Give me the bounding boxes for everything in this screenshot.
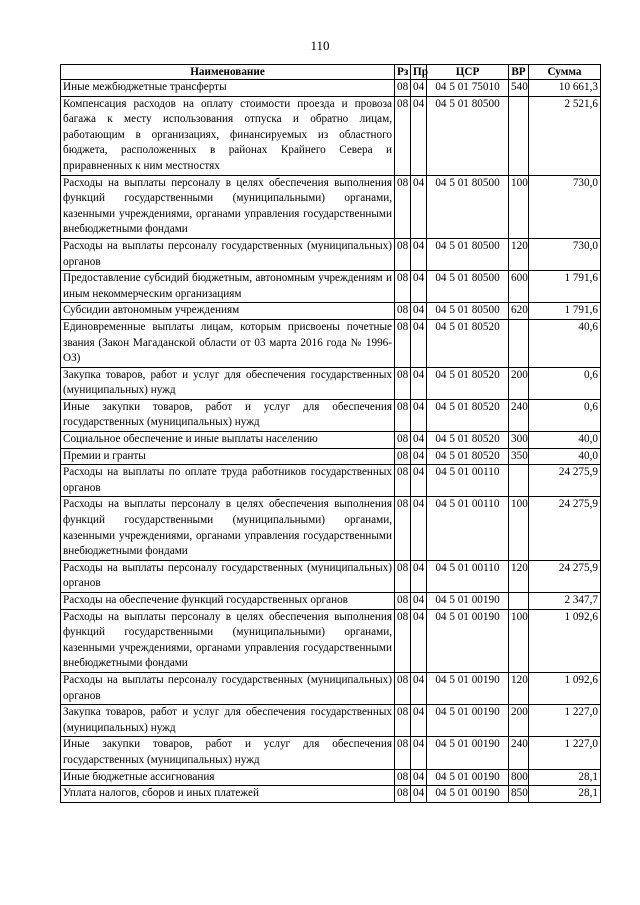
header-pr: Пр [411, 65, 427, 80]
cell-csr: 04 5 01 00110 [427, 497, 509, 560]
cell-csr: 04 5 01 00190 [427, 609, 509, 672]
cell-pr: 04 [411, 448, 427, 465]
cell-rz: 08 [395, 737, 411, 769]
table-row [61, 786, 601, 803]
cell-pr: 04 [411, 80, 427, 97]
cell-vr: 240 [509, 399, 529, 431]
cell-sum: 1 092,6 [529, 609, 601, 672]
cell-sum: 730,0 [529, 175, 601, 238]
header-vr: ВР [509, 65, 529, 80]
cell-pr: 04 [411, 238, 427, 270]
cell-pr: 04 [411, 465, 427, 497]
cell-name: Иные закупки товаров, работ и услуг для обеспечения государственных (муниципальных) нужд [61, 737, 395, 769]
table-row [61, 593, 601, 610]
cell-vr: 620 [509, 303, 529, 320]
cell-name: Расходы на выплаты персоналу государственных (муниципальных) органов [61, 560, 395, 592]
table-row [61, 705, 601, 737]
cell-sum: 28,1 [529, 786, 601, 803]
table-row [61, 560, 601, 592]
cell-csr: 04 5 01 80520 [427, 319, 509, 367]
cell-sum: 2 347,7 [529, 593, 601, 610]
cell-sum: 28,1 [529, 769, 601, 786]
cell-name: Иные межбюджетные трансферты [61, 80, 395, 97]
cell-rz: 08 [395, 271, 411, 303]
cell-sum: 40,6 [529, 319, 601, 367]
table-row [61, 769, 601, 786]
cell-name: Расходы на выплаты персоналу в целях обеспечения выполнения функций государственными (муниципальными) органами, казенными учреждениями, органами управления государственными внебюджетными фондами [61, 497, 395, 560]
cell-csr: 04 5 01 80500 [427, 303, 509, 320]
cell-rz: 08 [395, 96, 411, 175]
cell-rz: 08 [395, 238, 411, 270]
table-row [61, 497, 601, 560]
cell-name: Субсидии автономным учреждениям [61, 303, 395, 320]
cell-vr: 100 [509, 609, 529, 672]
header-rz: Рз [395, 65, 411, 80]
cell-vr: 540 [509, 80, 529, 97]
cell-sum: 2 521,6 [529, 96, 601, 175]
header-row [61, 65, 601, 80]
page-number: 110 [310, 38, 330, 53]
cell-pr: 04 [411, 497, 427, 560]
cell-csr: 04 5 01 00110 [427, 560, 509, 592]
cell-rz: 08 [395, 560, 411, 592]
header-name: Наименование [61, 65, 395, 80]
header-csr: ЦСР [427, 65, 509, 80]
cell-csr: 04 5 01 00110 [427, 465, 509, 497]
cell-vr: 120 [509, 672, 529, 704]
cell-rz: 08 [395, 769, 411, 786]
cell-rz: 08 [395, 303, 411, 320]
cell-name: Расходы на выплаты персоналу в целях обеспечения выполнения функций государственными (муниципальными) органами, казенными учреждениями, органами управления государственными внебюджетными фондами [61, 609, 395, 672]
cell-rz: 08 [395, 497, 411, 560]
table-row [61, 303, 601, 320]
cell-vr: 350 [509, 448, 529, 465]
cell-name: Единовременные выплаты лицам, которым присвоены почетные звания (Закон Магаданской области от 03 марта 2016 года № 1996-ОЗ) [61, 319, 395, 367]
cell-vr: 300 [509, 432, 529, 449]
cell-vr [509, 96, 529, 175]
table-row [61, 737, 601, 769]
cell-vr: 850 [509, 786, 529, 803]
cell-csr: 04 5 01 75010 [427, 80, 509, 97]
cell-vr: 200 [509, 705, 529, 737]
cell-pr: 04 [411, 399, 427, 431]
cell-name: Закупка товаров, работ и услуг для обеспечения государственных (муниципальных) нужд [61, 367, 395, 399]
cell-rz: 08 [395, 80, 411, 97]
table-header [61, 65, 601, 80]
table-row [61, 96, 601, 175]
cell-name: Расходы на выплаты персоналу государственных (муниципальных) органов [61, 672, 395, 704]
cell-vr: 100 [509, 497, 529, 560]
cell-csr: 04 5 01 00190 [427, 705, 509, 737]
table-row [61, 609, 601, 672]
cell-csr: 04 5 01 80500 [427, 175, 509, 238]
cell-rz: 08 [395, 319, 411, 367]
cell-name: Социальное обеспечение и иные выплаты населению [61, 432, 395, 449]
cell-name: Расходы на выплаты персоналу в целях обеспечения выполнения функций государственными (муниципальными) органами, казенными учреждениями, органами управления государственными внебюджетными фондами [61, 175, 395, 238]
cell-csr: 04 5 01 80520 [427, 399, 509, 431]
cell-rz: 08 [395, 593, 411, 610]
table-row [61, 448, 601, 465]
cell-name: Компенсация расходов на оплату стоимости проезда и провоза багажа к месту использования отпуска и обратно лицам, работающим в организациях, финансируемых из областного бюджета, расположенных в районах Крайнего Севера и приравненных к ним местностях [61, 96, 395, 175]
cell-csr: 04 5 01 00190 [427, 737, 509, 769]
cell-pr: 04 [411, 271, 427, 303]
cell-sum: 0,6 [529, 399, 601, 431]
cell-sum: 10 661,3 [529, 80, 601, 97]
cell-sum: 1 227,0 [529, 737, 601, 769]
cell-pr: 04 [411, 593, 427, 610]
cell-vr [509, 593, 529, 610]
cell-name: Закупка товаров, работ и услуг для обеспечения государственных (муниципальных) нужд [61, 705, 395, 737]
cell-pr: 04 [411, 560, 427, 592]
cell-pr: 04 [411, 96, 427, 175]
table-row [61, 367, 601, 399]
cell-pr: 04 [411, 737, 427, 769]
table-row [61, 399, 601, 431]
cell-csr: 04 5 01 80520 [427, 448, 509, 465]
cell-sum: 730,0 [529, 238, 601, 270]
cell-rz: 08 [395, 399, 411, 431]
cell-name: Расходы на выплаты персоналу государственных (муниципальных) органов [61, 238, 395, 270]
cell-csr: 04 5 01 00190 [427, 593, 509, 610]
cell-rz: 08 [395, 705, 411, 737]
cell-vr: 200 [509, 367, 529, 399]
cell-sum: 24 275,9 [529, 465, 601, 497]
table-row [61, 175, 601, 238]
cell-name: Иные бюджетные ассигнования [61, 769, 395, 786]
cell-pr: 04 [411, 672, 427, 704]
cell-csr: 04 5 01 80500 [427, 238, 509, 270]
cell-csr: 04 5 01 80520 [427, 432, 509, 449]
budget-table [60, 64, 601, 803]
table-row [61, 319, 601, 367]
cell-rz: 08 [395, 175, 411, 238]
table-row [61, 238, 601, 270]
cell-rz: 08 [395, 448, 411, 465]
cell-pr: 04 [411, 705, 427, 737]
table-row [61, 271, 601, 303]
cell-vr [509, 465, 529, 497]
cell-sum: 40,0 [529, 448, 601, 465]
cell-vr: 100 [509, 175, 529, 238]
cell-name: Предоставление субсидий бюджетным, автономным учреждениям и иным некоммерческим организациям [61, 271, 395, 303]
cell-vr: 120 [509, 560, 529, 592]
cell-sum: 1 791,6 [529, 271, 601, 303]
cell-pr: 04 [411, 609, 427, 672]
cell-rz: 08 [395, 609, 411, 672]
cell-name: Премии и гранты [61, 448, 395, 465]
table-row [61, 465, 601, 497]
cell-sum: 1 092,6 [529, 672, 601, 704]
cell-sum: 1 791,6 [529, 303, 601, 320]
cell-vr: 120 [509, 238, 529, 270]
cell-sum: 0,6 [529, 367, 601, 399]
cell-csr: 04 5 01 00190 [427, 672, 509, 704]
cell-csr: 04 5 01 00190 [427, 769, 509, 786]
cell-rz: 08 [395, 367, 411, 399]
cell-pr: 04 [411, 432, 427, 449]
table-row [61, 672, 601, 704]
cell-csr: 04 5 01 00190 [427, 786, 509, 803]
cell-pr: 04 [411, 319, 427, 367]
cell-pr: 04 [411, 786, 427, 803]
cell-rz: 08 [395, 672, 411, 704]
cell-vr: 600 [509, 271, 529, 303]
cell-csr: 04 5 01 80500 [427, 96, 509, 175]
cell-vr: 240 [509, 737, 529, 769]
cell-pr: 04 [411, 367, 427, 399]
cell-name: Расходы на выплаты по оплате труда работников государственных органов [61, 465, 395, 497]
cell-name: Уплата налогов, сборов и иных платежей [61, 786, 395, 803]
cell-sum: 24 275,9 [529, 497, 601, 560]
table-body [61, 80, 601, 803]
cell-pr: 04 [411, 175, 427, 238]
cell-name: Иные закупки товаров, работ и услуг для обеспечения государственных (муниципальных) нужд [61, 399, 395, 431]
header-sum: Сумма [529, 65, 601, 80]
cell-pr: 04 [411, 303, 427, 320]
cell-vr [509, 319, 529, 367]
table-row [61, 80, 601, 97]
cell-name: Расходы на обеспечение функций государственных органов [61, 593, 395, 610]
cell-pr: 04 [411, 769, 427, 786]
cell-sum: 1 227,0 [529, 705, 601, 737]
cell-csr: 04 5 01 80520 [427, 367, 509, 399]
table-row [61, 432, 601, 449]
cell-vr: 800 [509, 769, 529, 786]
cell-rz: 08 [395, 786, 411, 803]
cell-sum: 40,0 [529, 432, 601, 449]
cell-rz: 08 [395, 432, 411, 449]
cell-rz: 08 [395, 465, 411, 497]
cell-sum: 24 275,9 [529, 560, 601, 592]
cell-csr: 04 5 01 80500 [427, 271, 509, 303]
